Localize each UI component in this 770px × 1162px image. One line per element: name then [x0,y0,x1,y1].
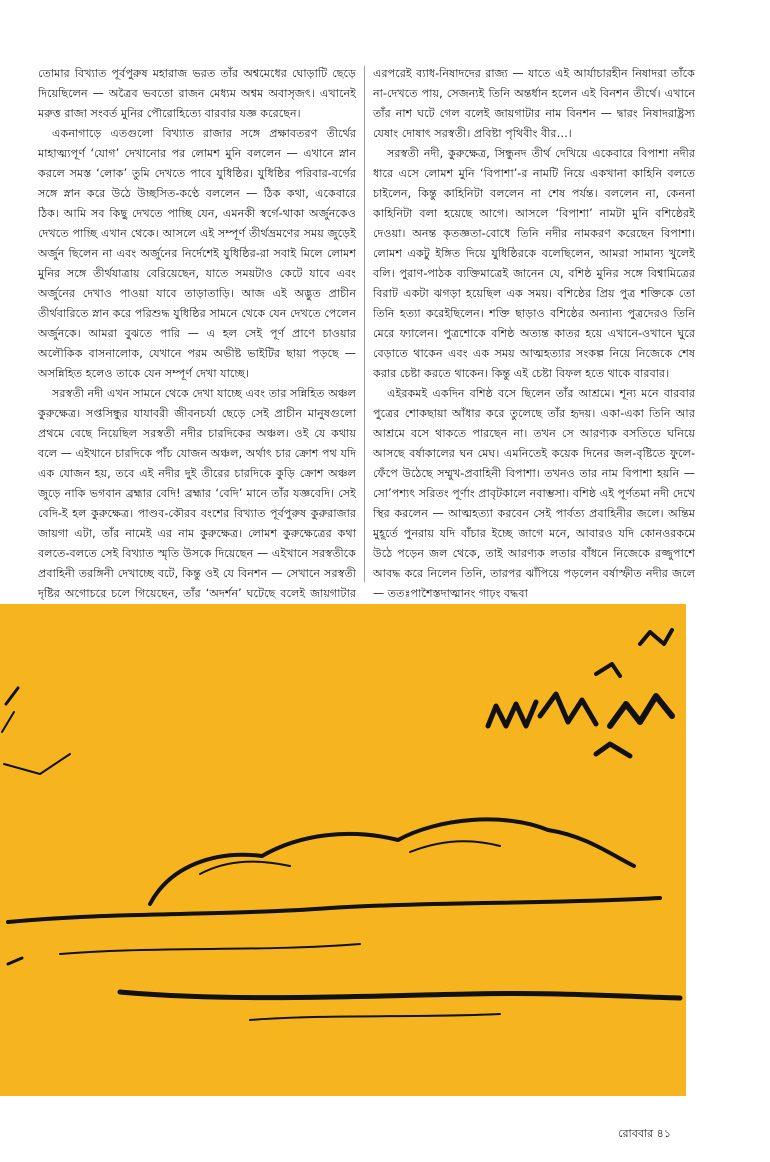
article-column-left [38,64,356,624]
article-column-right [373,64,695,604]
paragraph: একনাগাড়ে এতগুলো বিখ্যাত রাজার সঙ্গে প্রক্ষাবতরণ তীর্থের মাহাত্ম্যপূর্ণ ‘যোগ’ দেখানোর পর লোমশ মুনি বললেন — এখানে স্নান করলে সমস্ত ‘লোক’ তুমি দেখতে পাবে যুধিষ্ঠির। যুধিষ্ঠির পরিবার-বর্গের সঙ্গে স্নান করে উঠে উচ্ছসিত-কণ্ঠে বললেন — ঠিক কথা, একেবারে ঠিক। আমি সব কিছু দেখতে পাচ্ছি যেন, এমনকী স্বর্গে-থাকা অর্জুনকেও দেখতে পাচ্ছি এখান থেকে। আসলে এই সম্পূর্ণ তীর্থভ্রমণের সময় জুড়েই অর্জুন ছিলেন না এবং অর্জুনের নির্দেশেই যুধিষ্ঠির-রা সবাই মিলে লোমশ মুনির সঙ্গে তীর্থযাত্রায় বেরিয়েছেন, যাতে সময়টাও কেটে যাবে এবং অর্জুনের দেখাও পাওয়া যাবে তাড়াতাড়ি। আজ এই অদ্ভুত প্রাচীন তীর্থবারিতে স্নান করে পরিশুদ্ধ যুধিষ্ঠির সামনে থেকে যেন দেখতে পেলেন অর্জুনকে। আমরা বুঝতে পারি — এ হল সেই পূর্ণ প্রাণে চাওয়ার অলৌকিক বাসনালোক, যেখানে পরম অভীষ্ট ভাইটির ছায়া পড়ছে — অসন্নিহিত হলেও তাকে যেন সম্পূর্ণ দেখা যাচ্ছে। [38,127,356,380]
illustration-background [0,604,686,1096]
paragraph: এরপরেই ব্যাধ-নিষাদদের রাজ্য — যাতে এই আর্যাচারহীন নিষাদরা তাঁকে না-দেখতে পায়, সেজন্যই তিনি অন্তর্ধান হলেন এই বিনশন তীর্থে। এখানে তাঁর নাশ ঘটে গেল বলেই জায়গাটার নাম বিনশন — দ্বারং নিষাদরাষ্ট্রস্য যেষাং দোষাৎ সরস্বতী। প্রবিষ্টা পৃথিবীং বীর…। [373,67,695,140]
paragraph: তোমার বিখ্যাত পূর্বপুরুষ মহারাজ ভরত তাঁর অশ্বমেধের ঘোড়াটি ছেড়ে দিয়েছিলেন — অত্রৈব ভবতো রাজন মেধ্যম অশ্বম অবাসৃজৎ। এখানেই মরুত্ত রাজা সংবর্ত মুনির পৌরোহিত্যে বারবার যজ্ঞ করেছেন। [38,67,356,120]
paragraph: সরস্বতী নদী এখন সামনে থেকে দেখা যাচ্ছে এবং তার সন্নিহিত অঞ্চল কুরুক্ষেত্র। সপ্তসিন্ধুর যাযাবরী জীবনচর্যা ছেড়ে সেই প্রাচীন মানুষগুলো প্রথমে বেছে নিয়েছিল সরস্বতী নদীর চারদিকের অঞ্চল। ওই যে কথায় বলে — এইখানে চারদিকে পাঁচ যোজন অঞ্চল, অর্থাৎ চার ক্রোশ পথ যদি এক যোজন হয়, তবে এই নদীর দুই তীরের চারদিকে কুড়ি ক্রোশ অঞ্চল জুড়ে নাকি ভগবান ব্রহ্মার বেদি! ব্রহ্মার ‘বেদি’ মানে তাঁর যজ্ঞবেদি। সেই বেদি-ই হল কুরুক্ষেত্র। পাণ্ডব-কৌরব বংশের বিখ্যাত পূর্বপুরুষ কুরুরাজার জায়গা এটা, তাঁর নামেই এর নাম কুরুক্ষেত্র। লোমশ কুরুক্ষেত্রের কথা বলতে-বলতে সেই বিখ্যাত স্মৃতি উসকে দিয়েছেন — এইখানে সরস্বতীকে প্রবাহিনী তরঙ্গিনী দেখাচ্ছে বটে, কিন্তু ওই যে বিনশন — সেখানে সরস্বতী দৃষ্টির অগোচরে চলে গিয়েছেন, তাঁর ‘অদর্শন’ ঘটেছে বলেই জায়গাটার [38,387,356,600]
paragraph: এইরকমই একদিন বশিষ্ঠ বসে ছিলেন তাঁর আশ্রমে। শূন্য মনে বারবার পুত্রের শোকছায়া আঁধার করে তুলেছে তাঁর হৃদয়। একা-একা তিনি আর আশ্রমে বসে থাকতে পারছেন না। তখন সে আরণ্যক বসতিতে ঘনিয়ে আসছে বর্ষাকালের ঘন মেঘ। এমনিতেই কয়েক দিনের জল-বৃষ্টিতে ফুলে-ফেঁপে উঠেছে সম্মুখ-প্রবাহিনী বিপাশা। তখনও তার নাম বিপাশা হয়নি — সো’পশ্যৎ সরিতং পূর্ণাং প্রাবৃটকালে নবাম্ভসা। বশিষ্ঠ এই পূর্ণতমা নদী দেখে স্থির করলেন — আত্মহত্যা করবেন সেই পার্বত্য প্রবাহিনীর জলে। অন্তিম মুহূর্তে পুনরায় যদি বাঁচার ইচ্ছে জাগে মনে, আবারও যদি কোনওরকমে উঠে পড়েন জল থেকে, তাই আরণ্যক লতার বাঁধনে নিজেকে রজ্জুপাশে আবদ্ধ করে নিলেন তিনি, তারপর ঝাঁপিয়ে পড়লেন বর্ষাস্ফীত নদীর জলে — ততঃপাশৈস্তদাত্মানং গাঢ়ং বদ্ধবা [373,387,695,600]
paragraph: সরস্বতী নদী, কুরুক্ষেত্র, সিন্ধুনদ তীর্থ দেখিয়ে একেবারে বিপাশা নদীর ধারে এসে লোমশ মুনি ‘বিপাশা’-র নামটি নিয়ে একখানা কাহিনি বলতে চাইলেন, কিন্তু কাহিনিটা বললেন না শেষ পর্যন্ত। বললেন না, কেননা কাহিনিটা বলা হয়েছে আগে। আসলে ‘বিপাশা’ নামটা মুনি বশিষ্ঠেরই দেওয়া। অনন্ত কৃতজ্ঞতা-বোধে তিনি নদীর নামকরণ করেছেন বিপাশা। লোমশ একটু ইঙ্গিত দিয়ে যুধিষ্ঠিরকে বলেছিলেন, আমরা সামান্য খুলেই বলি। পুরাণ-পাঠক ব্যক্তিমাত্রেই জানেন যে, বশিষ্ঠ মুনির সঙ্গে বিশ্বামিত্রের বিরাট একটা ঝগড়া হয়েছিল এক সময়। বশিষ্ঠের প্রিয় পুত্র শক্তিকে তো তিনি হত্যা করেইছিলেন। শক্তি ছাড়াও বশিষ্ঠের অন্যান্য পুত্রদেরও তিনি মেরে ফ্যালেন। পুত্রশোকে বশিষ্ঠ অত্যন্ত কাতর হয়ে এখানে-ওখানে ঘুরে বেড়াতে থাকেন এবং এক সময় আত্মহত্যার সংকল্প নিয়ে নিজেকে শেষ করার চেষ্টা করতে থাকেন। কিন্তু এই চেষ্টা বিফল হতে থাকে বারবার। [373,147,695,380]
column-divider [364,66,365,582]
page-folio: রোববার ৪১ [618,1127,671,1140]
river-landscape-illustration [0,604,686,1096]
